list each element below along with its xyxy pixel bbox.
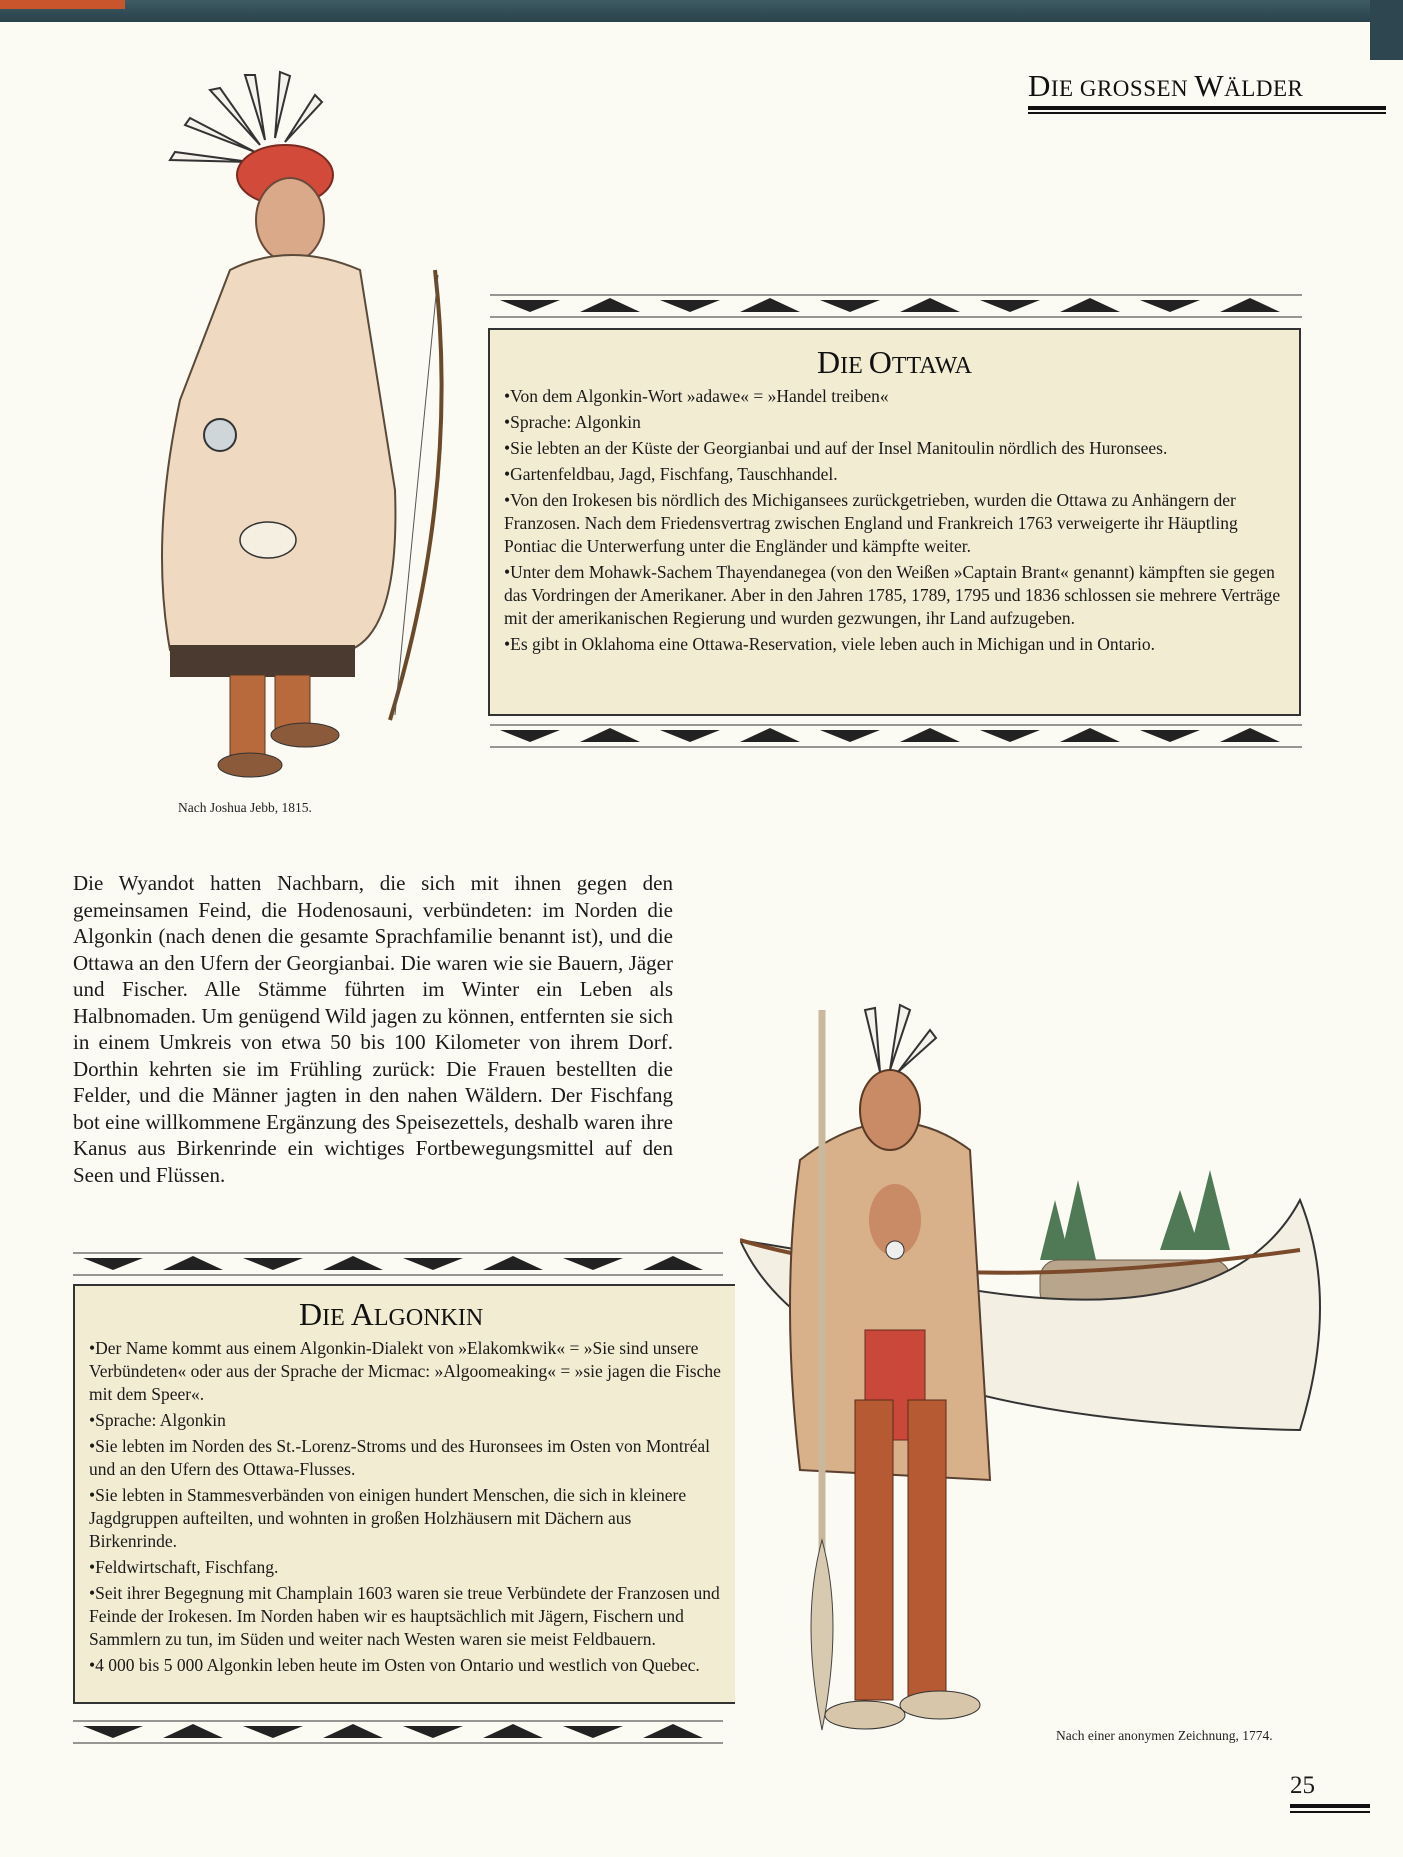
list-item: • Sie lebten im Norden des St.-Lorenz-Stroms und des Huronsees im Osten von Montréal und an den Ufern des Ottawa-Flusses. (89, 1435, 721, 1481)
list-item: • Sprache: Algonkin (89, 1409, 721, 1432)
page-number: 25 (1290, 1772, 1315, 1799)
chapter-title-rule-thin (1028, 112, 1386, 114)
top-right-shade (1370, 0, 1403, 60)
ottawa-title: DIE OTTAWA (816, 344, 972, 380)
list-item: • Sprache: Algonkin (504, 411, 1285, 434)
algonkin-facts-list (89, 1337, 721, 1677)
page-number-rule (1290, 1804, 1370, 1808)
top-illustration-caption: Nach Joshua Jebb, 1815. (178, 800, 312, 815)
ottawa-info-box (488, 328, 1301, 716)
algonkin-top-ornament (73, 1250, 723, 1278)
ottawa-top-ornament (490, 292, 1302, 320)
top-orange-accent (0, 0, 125, 9)
ottawa-man-illustration (150, 70, 470, 790)
list-item: • Seit ihrer Begegnung mit Champlain 1603 waren sie treue Verbündete der Franzosen und Feinde der Irokesen. Im Norden haben wir es hauptsächlich mit Jägern, Fischern und Sammlern zu tun, im Süden und weiter nach Westen waren sie meist Feldbauern. (89, 1582, 721, 1651)
list-item: • Unter dem Mohawk-Sachem Thayendanegea (von den Weißen »Captain Brant« genannt) kämpften sie gegen das Vordringen der Amerikaner. Aber in den Jahren 1785, 1789, 1795 und 1836 schlossen sie mehrere Verträge mit der amerikanischen Regierung und wurden gezwungen, ihr Land aufzugeben. (504, 561, 1285, 630)
list-item: • Von dem Algonkin-Wort »adawe« = »Handel treiben« (504, 385, 1285, 408)
body-paragraph: Die Wyandot hatten Nachbarn, die sich mit ihnen gegen den gemeinsamen Feind, die Hodenosauni, verbündeten: im Norden die Algonkin (nach denen die gesamte Sprachfamilie benannt ist), und die Ottawa an den Ufern der Georgianbai. Die waren wie sie Bauern, Jäger und Fischer. Alle Stämme führten im Winter ein Leben als Halbnomaden. Um genügend Wild jagen zu können, entfernten sie sich in einem Umkreis von etwa 50 bis 100 Kilometer von ihrem Dorf. Dorthin kehrten sie im Frühling zurück: Die Frauen bestellten die Felder, und die Männer jagten in den nahen Wäldern. Der Fischfang bot eine willkommene Ergänzung des Speisezettels, deshalb waren ihre Kanus aus Birkenrinde ein wichtiges Fortbewegungsmittel auf den Seen und Flüssen. (73, 871, 673, 1187)
algonkin-info-box (73, 1284, 735, 1704)
chapter-title-rule (1028, 106, 1386, 110)
algonkin-man-canoe-illustration (740, 1000, 1340, 1760)
algonkin-bottom-ornament (73, 1718, 723, 1746)
chapter-title: DIE GROSSEN WÄLDER (1028, 68, 1304, 103)
list-item: • Es gibt in Oklahoma eine Ottawa-Reservation, viele leben auch in Michigan und in Ontario. (504, 633, 1285, 656)
algonkin-title: DIE ALGONKIN (299, 1296, 484, 1332)
list-item: • Sie lebten an der Küste der Georgianbai und auf der Insel Manitoulin nördlich des Huronsees. (504, 437, 1285, 460)
top-color-band (0, 0, 1403, 22)
page-number-rule-thin (1290, 1811, 1370, 1813)
ottawa-facts-list (504, 385, 1285, 656)
list-item: • 4 000 bis 5 000 Algonkin leben heute im Osten von Ontario und westlich von Quebec. (89, 1654, 721, 1677)
ottawa-bottom-ornament (490, 722, 1302, 750)
list-item: • Feldwirtschaft, Fischfang. (89, 1556, 721, 1579)
bottom-illustration-caption: Nach einer anonymen Zeichnung, 1774. (1056, 1728, 1273, 1743)
list-item: • Sie lebten in Stammesverbänden von einigen hundert Menschen, die sich in kleinere Jagdgruppen aufteilten, und wohnten in großen Holzhäusern mit Dächern aus Birkenrinde. (89, 1484, 721, 1553)
list-item: • Von den Irokesen bis nördlich des Michigansees zurückgetrieben, wurden die Ottawa zu Anhängern der Franzosen. Nach dem Friedensvertrag zwischen England und Frankreich 1763 verweigerte ihr Häuptling Pontiac die Unterwerfung unter die Engländer und kämpfte weiter. (504, 489, 1285, 558)
list-item: • Gartenfeldbau, Jagd, Fischfang, Tauschhandel. (504, 463, 1285, 486)
list-item: • Der Name kommt aus einem Algonkin-Dialekt von »Elakomkwik« = »Sie sind unsere Verbündeten« oder aus der Sprache der Micmac: »Algoomeaking« = »sie jagen die Fische mit dem Speer«. (89, 1337, 721, 1406)
